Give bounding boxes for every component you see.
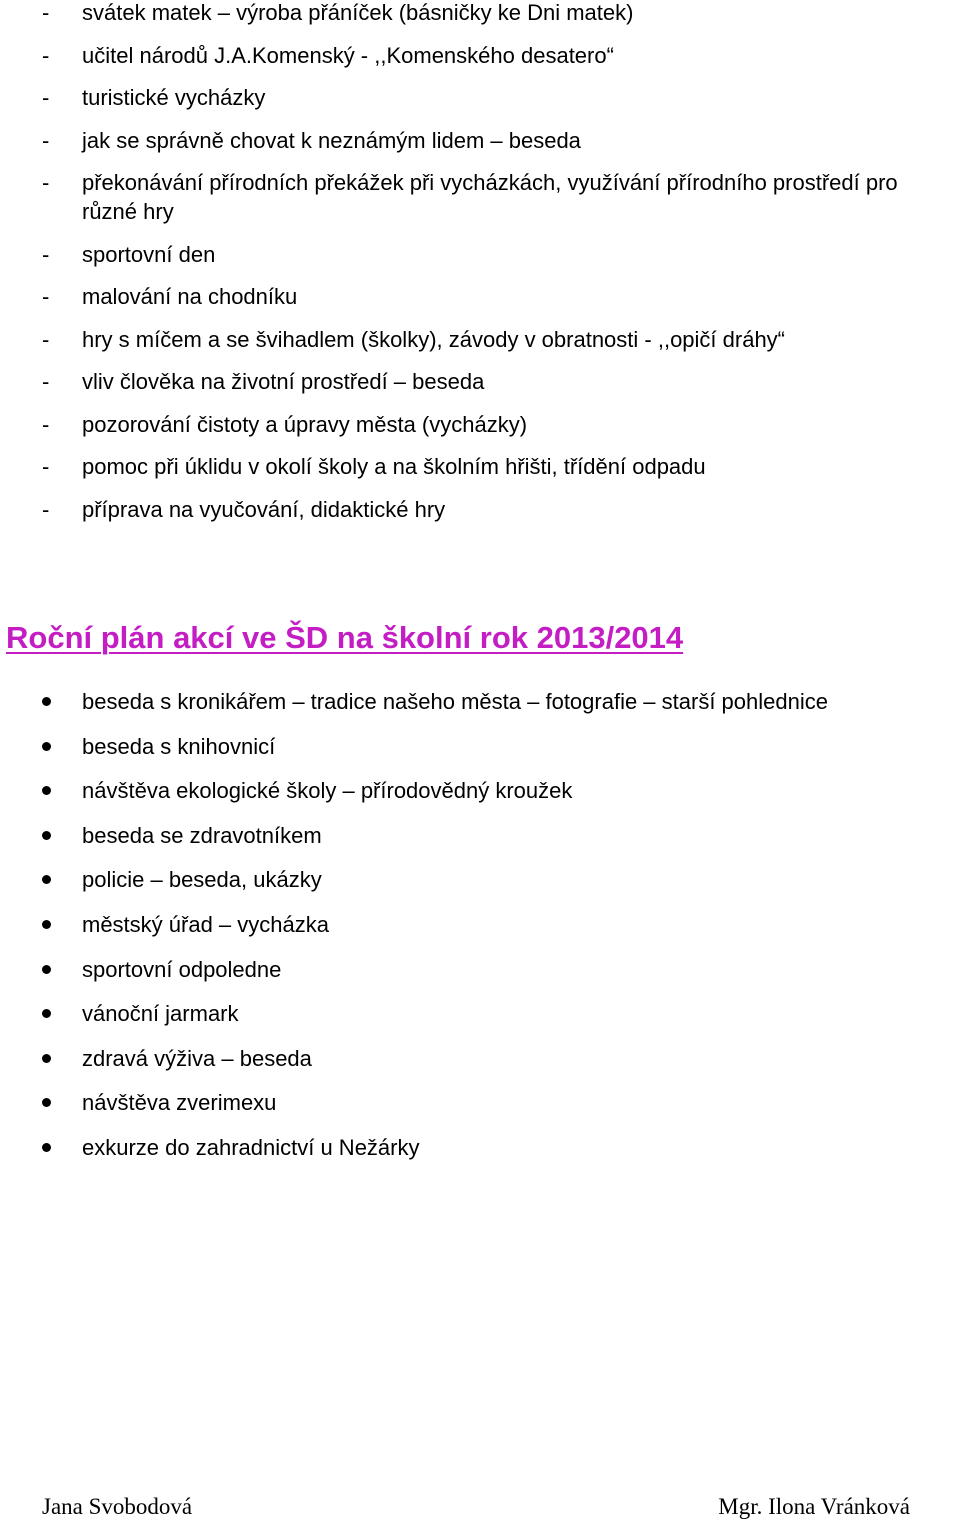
dash-list-item [0,325,960,354]
dash-list-item [0,240,960,269]
dash-list-item [0,282,960,311]
bullet-list-item [0,1088,960,1133]
bullet-list-item [0,821,960,866]
dash-item-text: jak se správně chovat k neznámým lidem – beseda [82,127,581,153]
bullet-dot-icon [42,1054,51,1063]
dash-marker: - [42,454,50,479]
bullet-item-text: návštěva ekologické školy – přírodovědný kroužek [82,778,573,804]
bullet-item-text: sportovní odpoledne [82,956,282,982]
bullet-dot-icon [42,742,51,751]
bullet-list-item [0,865,960,910]
footer-author-left: Jana Svobodová [42,1494,193,1519]
bullet-item-text: policie – beseda, ukázky [82,867,322,893]
bullet-list-item [0,732,960,777]
bullet-dot-icon [42,1143,51,1152]
bullet-dot-icon [42,920,51,929]
bullet-item-text: beseda s kronikářem – tradice našeho města – fotografie – starší pohlednice [82,689,828,714]
bullet-item-text: exkurze do zahradnictví u Nežárky [82,1134,420,1160]
bullet-list-item [0,1133,960,1178]
bullet-list-item [0,776,960,821]
dash-item-text: učitel národů J.A.Komenský - ,,Komenského desatero“ [82,42,614,68]
bullet-list-item [0,1044,960,1089]
dash-list-item [0,452,960,481]
bullet-dot-icon [42,965,51,974]
bullet-list-item [0,999,960,1044]
footer-author-right: Mgr. Ilona Vránková [718,1494,910,1519]
dash-item-text: svátek matek – výroba přáníček (básničky ke Dni matek) [82,0,634,25]
annual-plan-bullet-list [0,687,960,1178]
dash-item-text: příprava na vyučování, didaktické hry [82,496,446,522]
dash-item-text: hry s míčem a se švihadlem (školky), závody v obratnosti - ,,opičí dráhy“ [82,326,786,352]
dash-list-item [0,410,960,439]
dash-item-text: sportovní den [82,241,216,267]
dash-marker: - [42,85,50,110]
dash-marker: - [42,170,50,195]
dash-list-item [0,126,960,155]
dash-marker: - [42,411,50,437]
dash-list-item [0,168,960,226]
bullet-dot-icon [42,786,51,795]
bullet-list-item [0,910,960,955]
bullet-item-text: městský úřad – vycházka [82,911,329,937]
dash-list-item [0,495,960,524]
dash-item-text: vliv člověka na životní prostředí – beseda [82,369,485,394]
annual-plan-heading: Roční plán akcí ve ŠD na školní rok 2013/2014 [6,620,684,655]
dash-item-text: turistické vycházky [82,85,266,110]
dash-marker: - [42,369,50,394]
bullet-item-text: vánoční jarmark [82,1001,239,1027]
bullet-dot-icon [42,1009,51,1018]
bullet-dot-icon [42,831,51,840]
dash-marker: - [42,241,50,267]
dash-marker: - [42,0,50,25]
activity-dash-list [0,0,960,537]
dash-item-text: překonávání přírodních překážek při vycházkách, využívání přírodního prostředí pro různé hry [82,170,898,224]
dash-item-text: pozorování čistoty a úpravy města (vycházky) [82,411,528,437]
dash-item-text: pomoc při úklidu v okolí školy a na školním hřišti, třídění odpadu [82,454,706,479]
dash-marker: - [42,42,50,68]
bullet-dot-icon [42,1098,51,1107]
dash-marker: - [42,326,50,352]
bullet-item-text: návštěva zverimexu [82,1090,277,1116]
dash-marker: - [42,496,50,522]
dash-list-item [0,0,960,27]
bullet-list-item [0,955,960,1000]
dash-item-text: malování na chodníku [82,284,298,309]
bullet-dot-icon [42,697,51,706]
bullet-item-text: zdravá výživa – beseda [82,1045,312,1071]
dash-list-item [0,41,960,70]
dash-list-item [0,367,960,396]
bullet-list-item [0,687,960,732]
dash-list-item [0,83,960,112]
bullet-dot-icon [42,875,51,884]
dash-marker: - [42,284,50,309]
bullet-item-text: beseda se zdravotníkem [82,822,322,848]
bullet-item-text: beseda s knihovnicí [82,733,276,759]
dash-marker: - [42,127,50,153]
